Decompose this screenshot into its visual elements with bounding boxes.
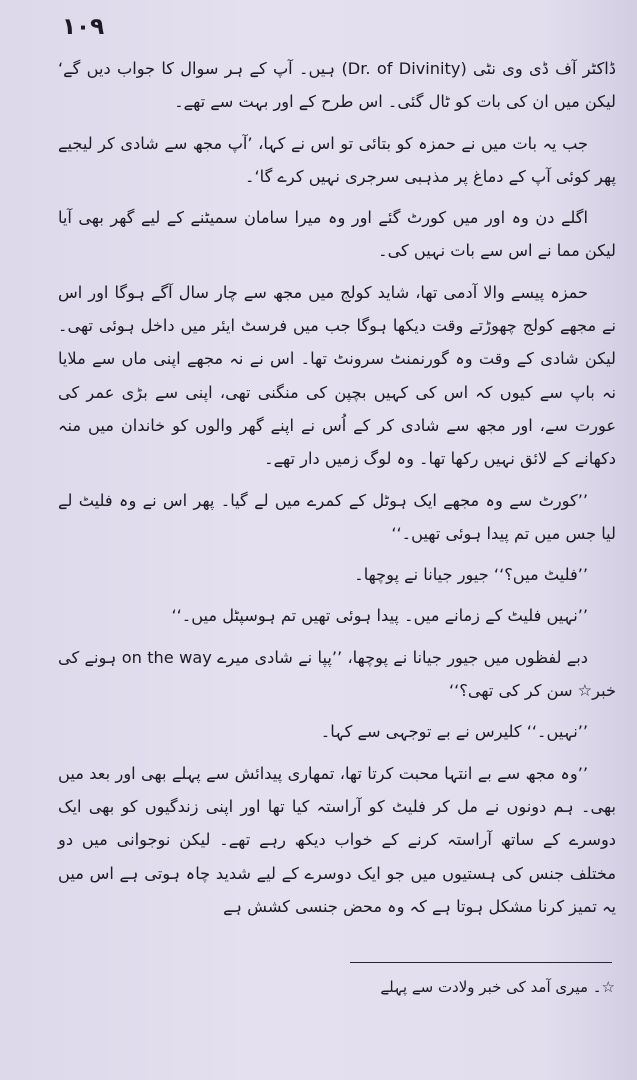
paragraph-7: ’’نہیں فلیٹ کے زمانے میں۔ پیدا ہوئی تھیں تم ہوسپٹل میں۔‘‘	[171, 606, 588, 626]
paragraph-8-text-end: ہونے کی خبر☆ سن کر کی تھی؟‘‘	[58, 647, 616, 701]
paragraph-6: ’’فلیٹ میں؟‘‘ جیور جیانا نے پوچھا۔	[354, 565, 588, 585]
paragraph-1-text-start: ڈاکٹر آف ڈی وی نٹی (	[460, 59, 616, 78]
paragraph-1	[58, 52, 616, 119]
page-number: ۱۰۹	[62, 14, 105, 40]
paragraph-3: اگلے دن وہ اور میں کورٹ گئے اور وہ میرا سامان سمیٹنے کے لیے گھر بھی آیا لیکن مما نے اس سے بات نہیں کی۔	[58, 208, 616, 261]
paragraph-10: ’’وہ مجھ سے بے انتہا محبت کرتا تھا، تمھاری پیدائش سے پہلے بھی اور بعد میں بھی۔ ہم دونوں نے مل کر فلیٹ کو آراستہ کیا تھا اور اپنی زندگیوں کو بھی ایک دوسرے کے ساتھ آراستہ کرنے کے خواب دیکھ رہے تھے۔ لیکن نوجوانی میں دو مختلف جنس کی ہستیوں میں جو ایک دوسرے کے لیے شدید چاہ ہوتی ہے اس میں یہ تمیز کرنا مشکل ہوتا ہے کہ وہ محض جنسی کشش ہے	[58, 763, 616, 916]
footnote-divider	[350, 962, 612, 963]
latin-phrase-dr-of-divinity: Dr. of Divinity	[347, 59, 461, 78]
paragraph-5: ’’کورٹ سے وہ مجھے ایک ہوٹل کے کمرے میں لے گیا۔ پھر اس نے وہ فلیٹ لے لیا جس میں تم پیدا ہوئی تھیں۔‘‘	[58, 490, 616, 543]
paragraph-8-text-start: دبے لفظوں میں جیور جیانا نے پوچھا، ’’پپا نے شادی میرے	[211, 647, 588, 667]
paragraph-8	[58, 641, 616, 708]
paragraph-1-text-end: ) ہیں۔ آپ کے ہر سوال کا جواب دیں گے‘ لیکن میں ان کی بات کو ٹال گئی۔ اس طرح کے اور بہت سے تھے۔	[58, 59, 616, 112]
paragraph-2: جب یہ بات میں نے حمزہ کو بتائی تو اس نے کہا، ’آپ مجھ سے شادی کر لیجیے پھر کوئی آپ کے دماغ پر مذہبی سرجری نہیں کرے گا‘۔	[58, 133, 616, 186]
paragraph-9: ’’نہیں۔‘‘ کلیرس نے بے توجہی سے کہا۔	[320, 722, 588, 742]
page-body	[58, 52, 616, 931]
latin-phrase-on-the-way: on the way	[121, 647, 212, 667]
footnote: ☆۔ میری آمد کی خبر ولادت سے پہلے	[380, 978, 615, 996]
paragraph-4: حمزہ پیسے والا آدمی تھا، شاید کولج میں مجھ سے چار سال آگے ہوگا اور اس نے مجھے کولج چھوڑتے وقت دیکھا ہوگا جب میں فرسٹ ایئر میں داخل ہوئی تھی۔ لیکن شادی کے وقت وہ گورنمنٹ سرونٹ تھا۔ اس نے نہ مجھے اپنی ماں سے ملایا نہ باپ سے کیوں کہ اس کی کہیں بچپن کی منگنی تھی، اپنی سے بڑی عمر کی عورت سے، اور مجھ سے شادی کر کے اُس نے اپنے گھر والوں کو خاندان میں منہ دکھانے کے لائق نہیں رکھا تھا۔ وہ لوگ زمیں دار تھے۔	[58, 282, 616, 469]
